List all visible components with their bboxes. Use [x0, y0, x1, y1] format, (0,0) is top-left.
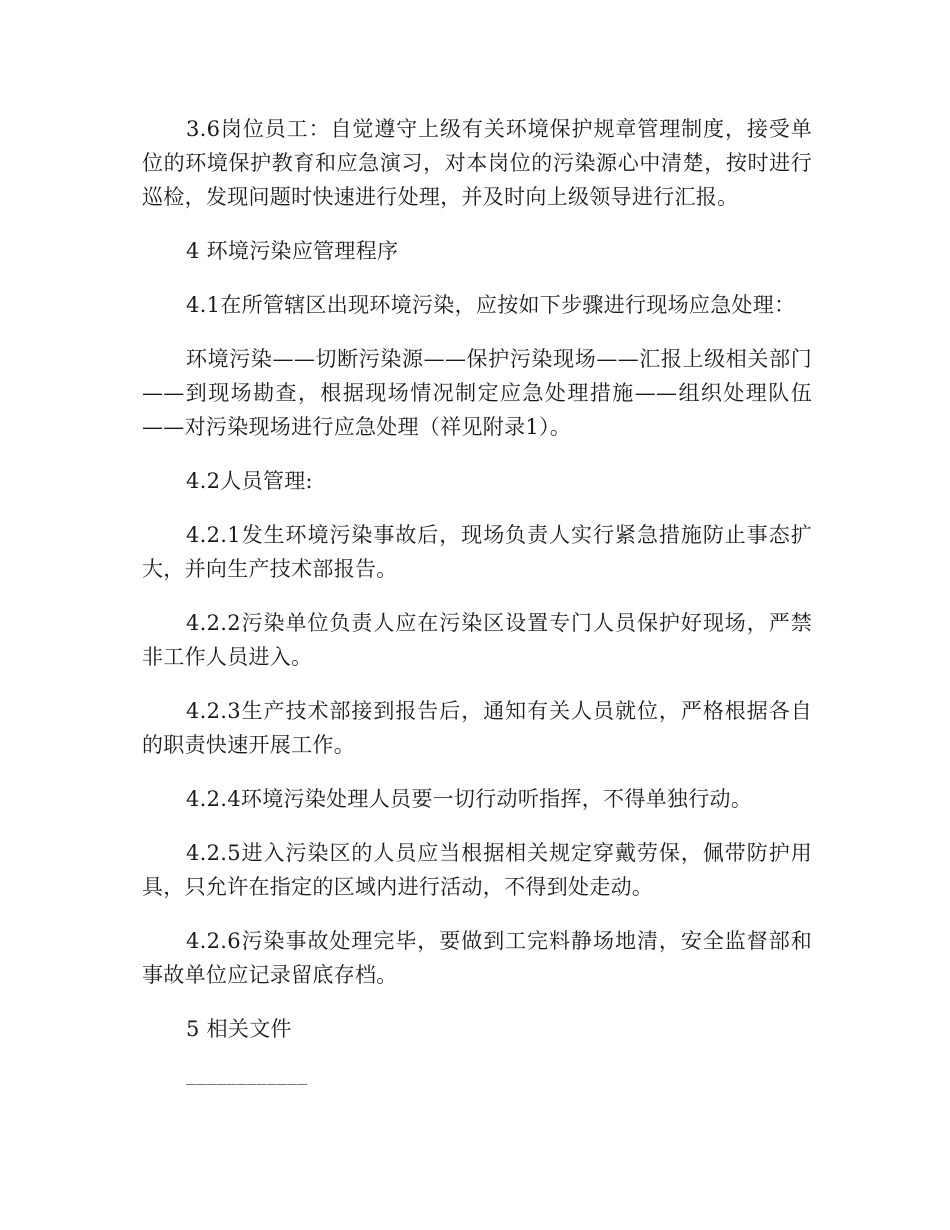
- paragraph-4-1: 4.1在所管辖区出现环境污染，应按如下步骤进行现场应急处理：: [186, 293, 796, 317]
- section-heading-5: 5 相关文件: [186, 1017, 292, 1041]
- paragraph-4-2-5: 4.2.5进入污染区的人员应当根据相关规定穿戴劳保，佩带防护用具，只允许在指定的区域内进行活动，不得到处走动。: [142, 841, 812, 899]
- paragraph-4-2-2: 4.2.2污染单位负责人应在污染区设置专门人员保护好现场，严禁非工作人员进入。: [142, 611, 812, 669]
- subsection-heading-4-2: 4.2人员管理:: [186, 469, 313, 493]
- paragraph-4-2-6: 4.2.6污染事故处理完毕，要做到工完料静场地清，安全监督部和事故单位应记录留底存档。: [142, 929, 812, 987]
- section-heading-4: 4 环境污染应管理程序: [186, 239, 399, 263]
- separator-line: ____________: [186, 1066, 308, 1085]
- paragraph-4-2-1: 4.2.1发生环境污染事故后，现场负责人实行紧急措施防止事态扩大，并向生产技术部报告。: [142, 523, 812, 581]
- paragraph-3-6-post-staff: 3.6岗位员工：自觉遵守上级有关环境保护规章管理制度，接受单位的环境保护教育和应急演习，对本岗位的污染源心中清楚，按时进行巡检，发现问题时快速进行处理，并及时向上级领导进行汇报。: [142, 117, 812, 209]
- paragraph-4-2-3: 4.2.3生产技术部接到报告后，通知有关人员就位，严格根据各自的职责快速开展工作。: [142, 699, 812, 757]
- paragraph-4-2-4: 4.2.4环境污染处理人员要一切行动听指挥，不得单独行动。: [186, 787, 753, 811]
- document-body: [142, 112, 812, 1086]
- paragraph-response-steps: 环境污染——切断污染源——保护污染现场——汇报上级相关部门——到现场勘查，根据现场情况制定应急处理措施——组织处理队伍——对污染现场进行应急处理（祥见附录1）。: [142, 347, 812, 439]
